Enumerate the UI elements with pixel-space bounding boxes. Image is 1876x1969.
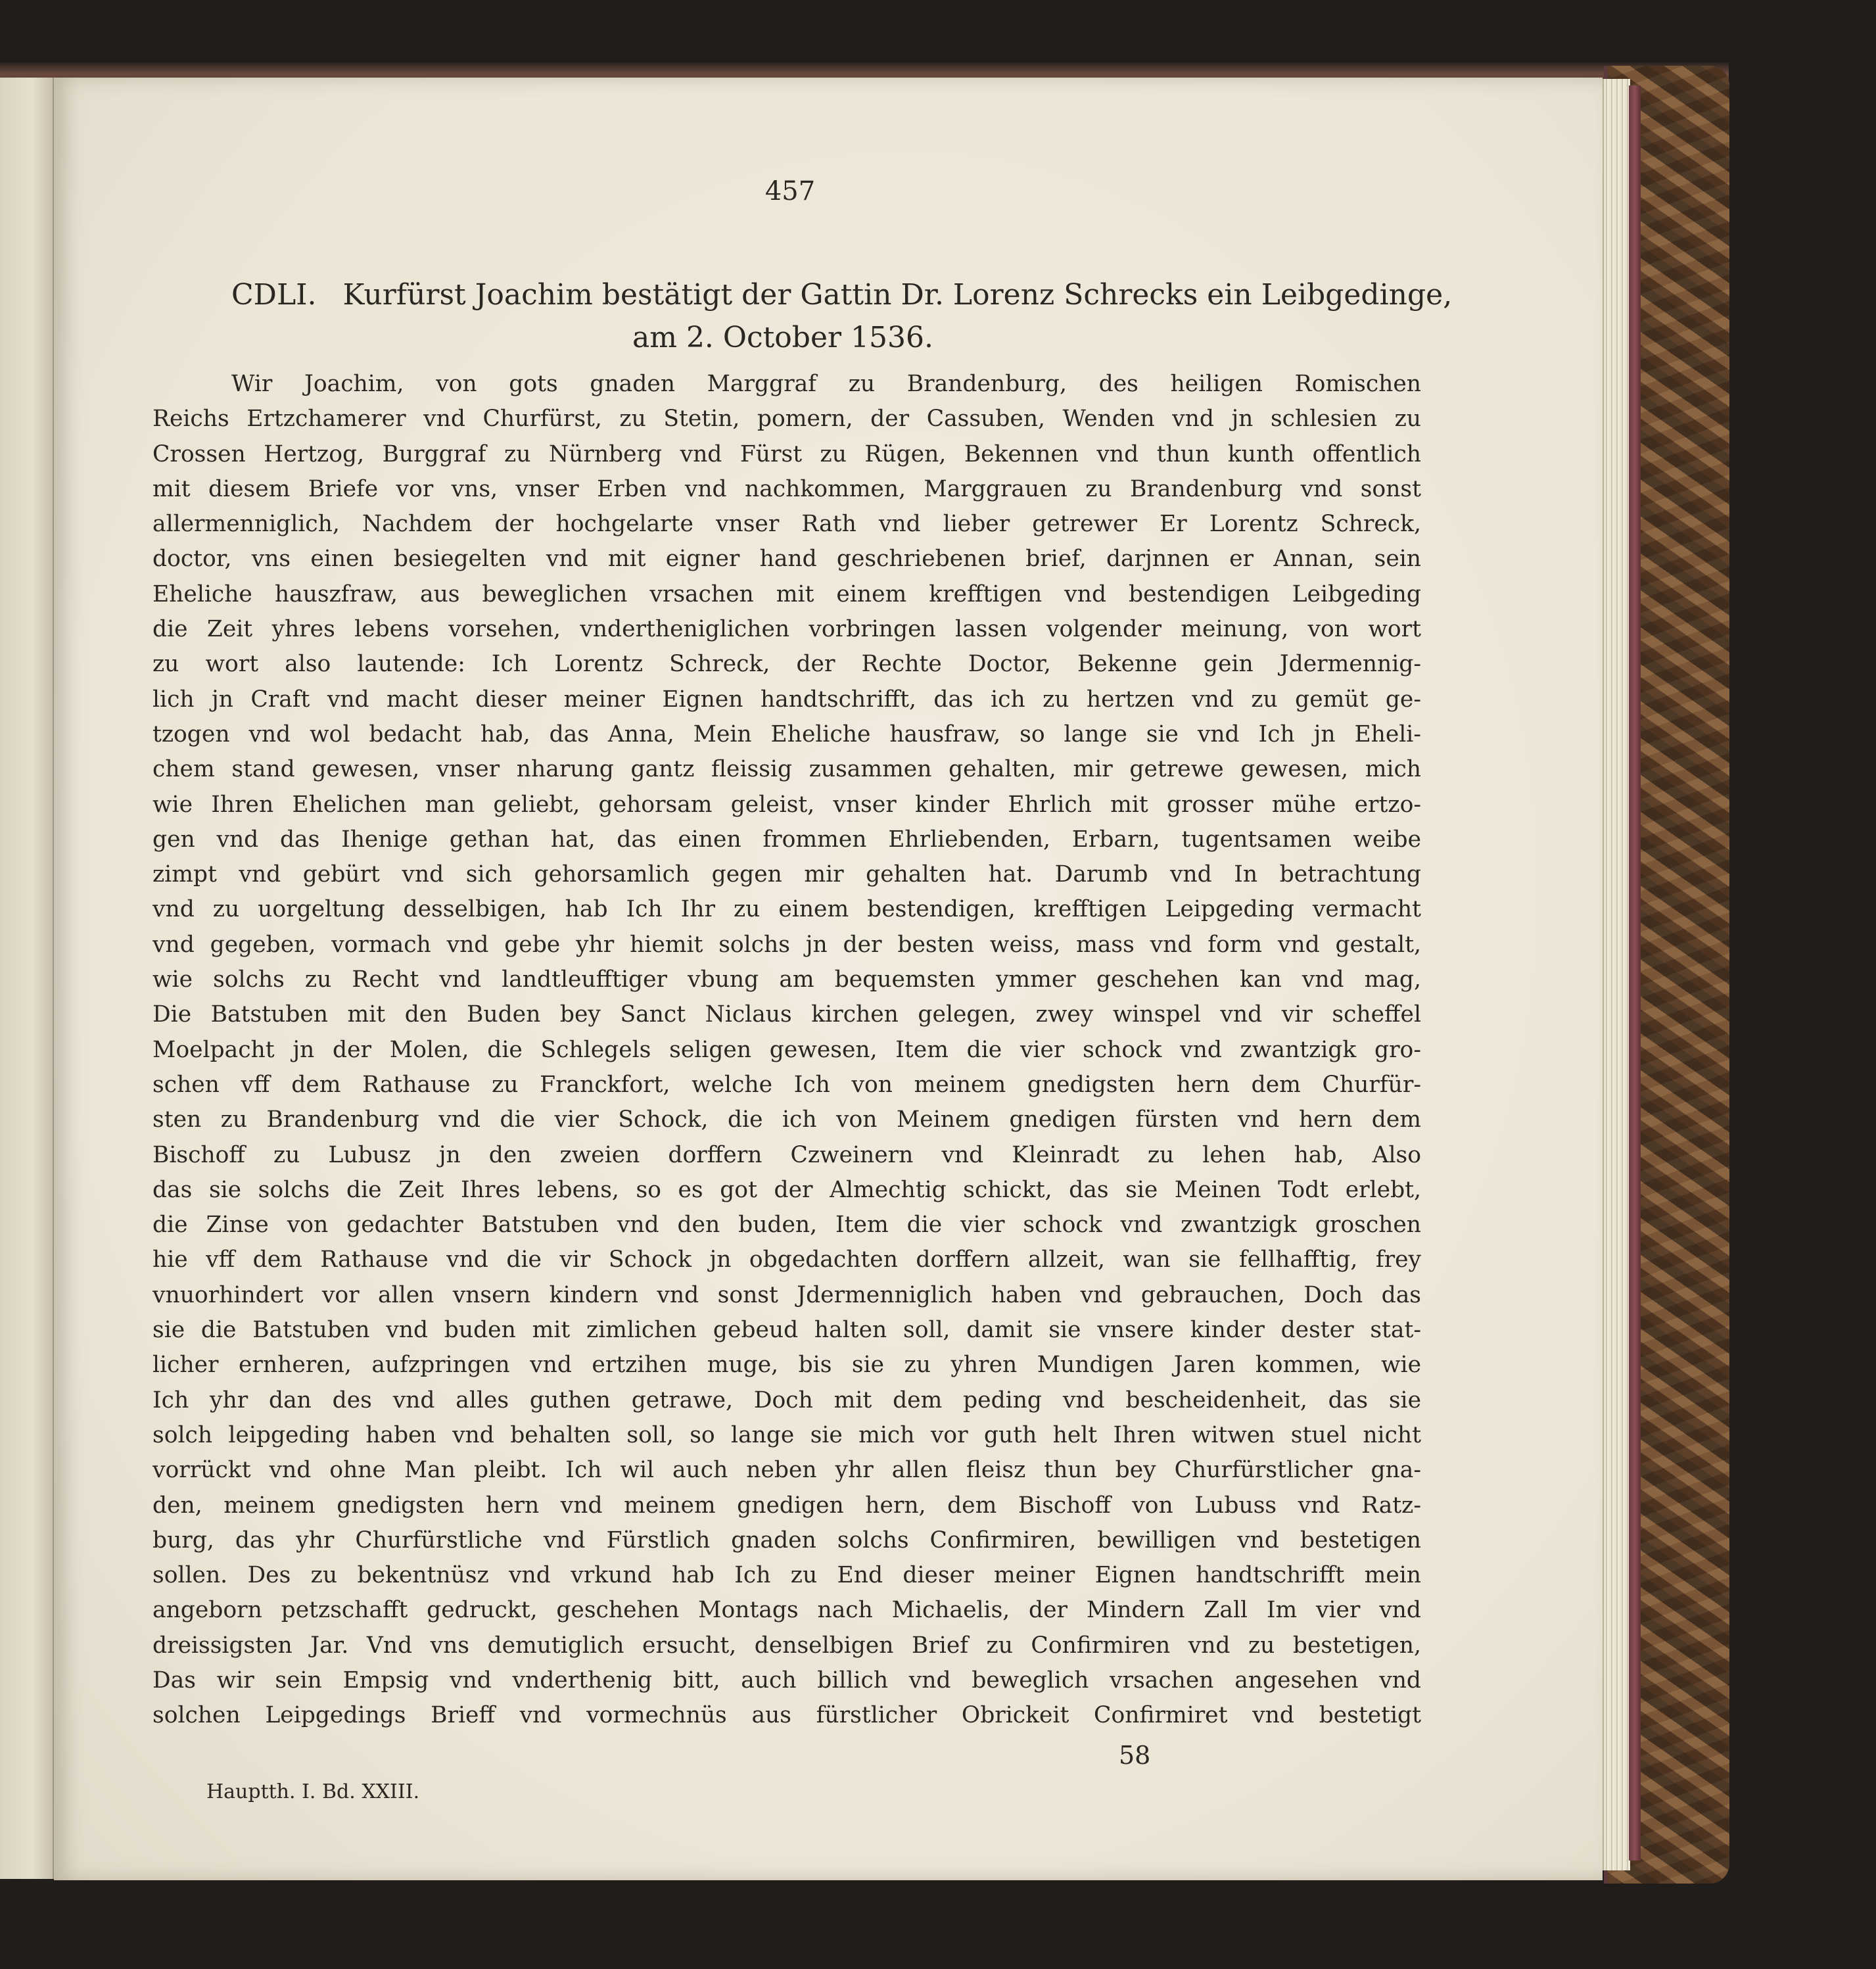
body-line: Eheliche hauszfraw, aus beweglichen vrsachen mit einem krefftigen vnd bestendigen Leibgeding bbox=[152, 581, 1421, 607]
body-line: das sie solchs die Zeit Ihres lebens, so es got der Almechtig schickt, das sie Meinen Todt erlebt, bbox=[152, 1176, 1421, 1203]
body-line: zimpt vnd gebürt vnd sich gehorsamlich gegen mir gehalten hat. Darumb vnd In betrachtung bbox=[152, 861, 1421, 888]
body-line: solch leipgeding haben vnd behalten soll, so lange sie mich vor guth helt Ihren witwen stuel nicht bbox=[152, 1421, 1421, 1448]
document-heading bbox=[231, 278, 1452, 312]
body-line: licher ernheren, aufzpringen vnd ertzihen muge, bis sie zu yhren Mundigen Jaren kommen, wie bbox=[152, 1352, 1421, 1379]
body-line: sie die Batstuben vnd buden mit zimlichen gebeud halten soll, damit sie vnsere kinder dester stat- bbox=[152, 1317, 1421, 1344]
body-line: die Zinse von gedachter Batstuben vnd den buden, Item die vier schock vnd zwantzigk groschen bbox=[152, 1212, 1421, 1239]
document-date: am 2. October 1536. bbox=[632, 321, 933, 354]
body-line: schen vff dem Rathause zu Franckfort, welche Ich von meinem gnedigsten hern dem Churfür- bbox=[152, 1071, 1421, 1098]
cover-leather-edge bbox=[1629, 85, 1641, 1861]
body-line: tzogen vnd wol bedacht hab, das Anna, Mein Eheliche hausfraw, so lange sie vnd Ich jn Eheli- bbox=[152, 721, 1421, 747]
body-line: zu wort also lautende: Ich Lorentz Schreck, der Rechte Doctor, Bekenne gein Jdermennig- bbox=[152, 651, 1421, 678]
body-line: dreissigsten Jar. Vnd vns demutiglich ersucht, denselbigen Brief zu Confirmiren vnd zu bestetigen, bbox=[152, 1632, 1421, 1659]
body-text bbox=[152, 367, 1421, 1734]
footer-reference: Hauptth. I. Bd. XXIII. bbox=[206, 1780, 420, 1803]
body-line: lich jn Craft vnd macht dieser meiner Eignen handtschrifft, das ich zu hertzen vnd zu gemüt ge- bbox=[152, 686, 1421, 713]
page-edges bbox=[1603, 79, 1630, 1870]
body-line: vnd gegeben, vormach vnd gebe yhr hiemit solchs jn der besten weiss, mass vnd form vnd gestalt, bbox=[152, 931, 1421, 958]
signature-mark: 58 bbox=[1119, 1741, 1151, 1770]
book-page bbox=[54, 78, 1603, 1880]
body-line: den, meinem gnedigsten hern vnd meinem gnedigen hern, dem Bischoff von Lubuss vnd Ratz- bbox=[152, 1492, 1421, 1519]
body-line: chem stand gewesen, vnser nharung gantz fleissig zusammen gehalten, mir getrewe gewesen, mich bbox=[152, 756, 1421, 783]
body-line: Reichs Ertzchamerer vnd Churfürst, zu Stetin, pomern, der Cassuben, Wenden vnd jn schlesien zu bbox=[152, 406, 1421, 433]
body-line: burg, das yhr Churfürstliche vnd Fürstlich gnaden solchs Confirmiren, bewilligen vnd bestetigen bbox=[152, 1527, 1421, 1554]
body-line: Crossen Hertzog, Burggraf zu Nürnberg vnd Fürst zu Rügen, Bekennen vnd thun kunth offentlich bbox=[152, 440, 1421, 467]
body-line: solchen Leipgedings Brieff vnd vormechnüs aus fürstlicher Obrickeit Confirmiret vnd bestetigt bbox=[152, 1702, 1421, 1729]
body-line: angeborn petzschafft gedruckt, geschehen Montags nach Michaelis, der Mindern Zall Im vier vnd bbox=[152, 1597, 1421, 1624]
body-line: wie Ihren Ehelichen man geliebt, gehorsam geleist, vnser kinder Ehrlich mit grosser mühe ertzo- bbox=[152, 791, 1421, 818]
body-line: wie solchs zu Recht vnd landtleufftiger vbung am bequemsten ymmer geschehen kan vnd mag, bbox=[152, 966, 1421, 993]
body-line: sollen. Des zu bekentnüsz vnd vrkund hab Ich zu End dieser meiner Eignen handtschrifft mein bbox=[152, 1562, 1421, 1589]
body-line: allermenniglich, Nachdem der hochgelarte vnser Rath vnd lieber getrewer Er Lorentz Schreck, bbox=[152, 511, 1421, 538]
body-line: gen vnd das Ihenige gethan hat, das einen frommen Ehrliebenden, Erbarn, tugentsamen weibe bbox=[152, 826, 1421, 853]
body-line: hie vff dem Rathause vnd die vir Schock jn obgedachten dorffern allzeit, wan sie fellhafftig, frey bbox=[152, 1246, 1421, 1273]
body-line: Ich yhr dan des vnd alles guthen getrawe, Doch mit dem peding vnd bescheidenheit, das sie bbox=[152, 1387, 1421, 1413]
facing-page-edge bbox=[0, 78, 55, 1879]
page-number: 457 bbox=[764, 176, 816, 206]
body-line: doctor, vns einen besiegelten vnd mit eigner hand geschriebenen brief, darjnnen er Annan, sein bbox=[152, 546, 1421, 573]
document-numeral: CDLI. bbox=[231, 278, 317, 312]
body-line: vnd zu uorgeltung desselbigen, hab Ich Ihr zu einem bestendigen, krefftigen Leipgeding vermacht bbox=[152, 896, 1421, 923]
body-line: Das wir sein Empsig vnd vnderthenig bitt, auch billich vnd beweglich vrsachen angesehen vnd bbox=[152, 1667, 1421, 1694]
document-title: Kurfürst Joachim bestätigt der Gattin Dr. Lorenz Schrecks ein Leibgedinge, bbox=[342, 278, 1453, 312]
body-line: vorrückt vnd ohne Man pleibt. Ich wil auch neben yhr allen fleisz thun bey Churfürstlicher gna- bbox=[152, 1457, 1421, 1484]
body-line: vnuorhindert vor allen vnsern kindern vnd sonst Jdermenniglich haben vnd gebrauchen, Doch das bbox=[152, 1281, 1421, 1308]
body-line: die Zeit yhres lebens vorsehen, vndertheniglichen vorbringen lassen volgender meinung, von wort bbox=[152, 616, 1421, 643]
body-line: mit diesem Briefe vor vns, vnser Erben vnd nachkommen, Marggrauen zu Brandenburg vnd sonst bbox=[152, 475, 1421, 502]
body-line: Die Batstuben mit den Buden bey Sanct Niclaus kirchen gelegen, zwey winspel vnd vir scheffel bbox=[152, 1001, 1421, 1028]
body-line: sten zu Brandenburg vnd die vier Schock, die ich von Meinem gnedigen fürsten vnd hern dem bbox=[152, 1106, 1421, 1133]
body-line: Wir Joachim, von gots gnaden Marggraf zu Brandenburg, des heiligen Romischen bbox=[231, 371, 1421, 397]
body-line: Moelpacht jn der Molen, die Schlegels seligen gewesen, Item die vier schock vnd zwantzigk gro- bbox=[152, 1036, 1421, 1063]
body-line: Bischoff zu Lubusz jn den zweien dorffern Czweinern vnd Kleinradt zu lehen hab, Also bbox=[152, 1141, 1421, 1168]
